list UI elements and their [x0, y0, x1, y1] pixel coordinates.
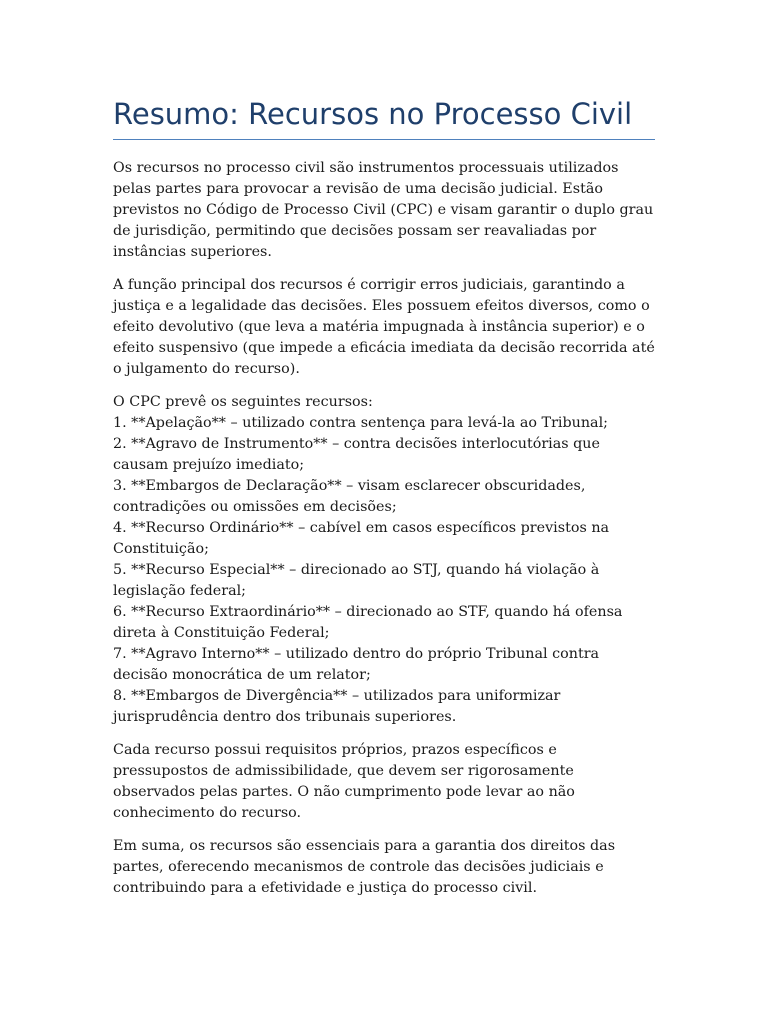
list-item: 8. **Embargos de Divergência** – utilizados para uniformizar jurisprudência dentro dos tribunais superiores.: [113, 688, 561, 725]
list-item: 6. **Recurso Extraordinário** – direcionado ao STF, quando há ofensa direta à Constituição Federal;: [113, 604, 623, 641]
paragraph-function: A função principal dos recursos é corrigir erros judiciais, garantindo a justiça e a legalidade das decisões. Eles possuem efeitos diversos, como o efeito devolutivo (que leva a matéria impugnada à instância superior) e o efeito suspensivo (que impede a eficácia imediata da decisão recorrida até o julgamento do recurso).: [113, 277, 655, 377]
paragraph-requirements: Cada recurso possui requisitos próprios, prazos específicos e pressupostos de admissibilidade, que devem ser rigorosamente observados pelas partes. O não cumprimento pode levar ao não conhecimento do recurso.: [113, 742, 575, 821]
list-item: 2. **Agravo de Instrumento** – contra decisões interlocutórias que causam prejuízo imediato;: [113, 436, 600, 473]
list-item: 4. **Recurso Ordinário** – cabível em casos específicos previstos na Constituição;: [113, 520, 610, 557]
recursos-list-block: [113, 392, 655, 728]
list-item: 1. **Apelação** – utilizado contra sentença para levá-la ao Tribunal;: [113, 415, 608, 431]
document-body: [113, 94, 655, 899]
recursos-list: [113, 413, 655, 728]
list-item: 3. **Embargos de Declaração** – visam esclarecer obscuridades, contradições ou omissões em decisões;: [113, 478, 586, 515]
paragraph-conclusion: Em suma, os recursos são essenciais para a garantia dos direitos das partes, oferecendo mecanismos de controle das decisões judiciais e contribuindo para a efetividade e justiça do processo civil.: [113, 838, 616, 896]
paragraph-intro: Os recursos no processo civil são instrumentos processuais utilizados pelas partes para provocar a revisão de uma decisão judicial. Estão previstos no Código de Processo Civil (CPC) e visam garantir o duplo grau de jurisdição, permitindo que decisões possam ser reavaliadas por instâncias superiores.: [113, 160, 654, 260]
list-intro: O CPC prevê os seguintes recursos:: [113, 394, 373, 410]
page-title: Resumo: Recursos no Processo Civil: [113, 94, 655, 140]
list-item: 5. **Recurso Especial** – direcionado ao STJ, quando há violação à legislação federal;: [113, 562, 600, 599]
list-item: 7. **Agravo Interno** – utilizado dentro do próprio Tribunal contra decisão monocrática de um relator;: [113, 646, 600, 683]
